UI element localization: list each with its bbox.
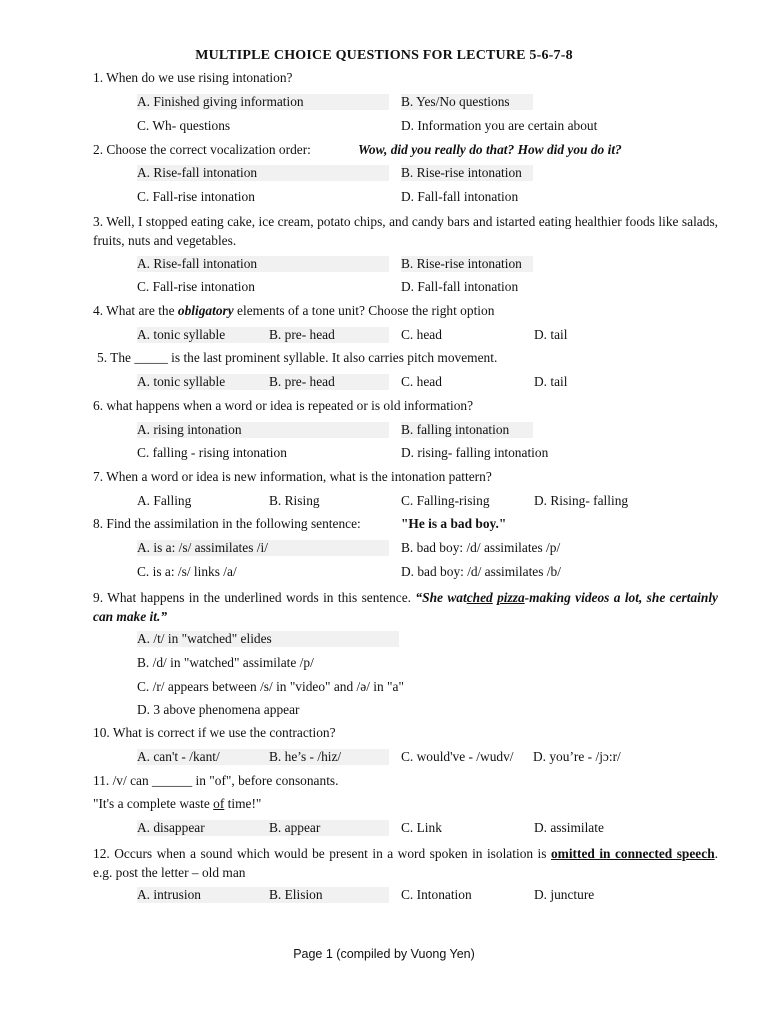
question-8 — [93, 516, 507, 532]
q7-option-c: C. Falling-rising — [401, 493, 490, 508]
q4-option-d: D. tail — [534, 327, 568, 342]
q8-option-d: D. bad boy: /d/ assimilates /b/ — [401, 564, 561, 579]
q10-option-d: D. you’re - /jɔ:r/ — [533, 749, 621, 764]
q9-option-b: B. /d/ in "watched" assimilate /p/ — [137, 655, 314, 670]
q4-stem-emphasis: obligatory — [177, 303, 234, 318]
q5-option-a: A. tonic syllable — [137, 374, 389, 390]
q11-example-post: time!" — [224, 796, 262, 811]
q5-option-b: B. pre- head — [269, 374, 335, 389]
q6-option-a: A. rising intonation — [137, 422, 389, 438]
q8-option-b: B. bad boy: /d/ assimilates /p/ — [401, 540, 561, 555]
question-2 — [93, 142, 622, 158]
q11-option-c: C. Link — [401, 820, 442, 835]
q11-option-b: B. appear — [269, 820, 321, 835]
q5-option-d: D. tail — [534, 374, 568, 389]
question-12 — [93, 844, 718, 882]
q4-stem-post: elements of a tone unit? Choose the right option — [233, 303, 495, 318]
q8-option-a: A. is a: /s/ assimilates /i/ — [137, 540, 389, 556]
q10-option-a: A. can't - /kant/ — [137, 749, 389, 765]
q3-option-c: C. Fall-rise intonation — [137, 279, 255, 294]
q11-blank: ______ — [152, 773, 193, 788]
q2-quote: Wow, did you really do that? How did you do it? — [358, 142, 622, 157]
q5-option-c: C. head — [401, 374, 442, 389]
q3-option-a: A. Rise-fall intonation — [137, 256, 389, 272]
q9-quote-part-1: “She wat — [415, 590, 467, 605]
page-title: MULTIPLE CHOICE QUESTIONS FOR LECTURE 5-6-7-8 — [195, 48, 573, 63]
q6-option-c: C. falling - rising intonation — [137, 445, 287, 460]
q4-option-b: B. pre- head — [269, 327, 335, 342]
q11-stem-post: in "of", before consonants. — [192, 773, 339, 788]
q9-quote-underlined-ched: ched — [466, 590, 493, 605]
page-footer: Page 1 (compiled by Vuong Yen) — [293, 947, 475, 961]
q2-option-c: C. Fall-rise intonation — [137, 189, 255, 204]
q12-option-b: B. Elision — [269, 887, 323, 902]
q11-option-a: A. disappear — [137, 820, 389, 836]
question-3: 3. Well, I stopped eating cake, ice cream, potato chips, and candy bars and istarted eating healthier foods like salads, fruits, nuts and vegetables. — [93, 214, 718, 248]
q7-option-d: D. Rising- falling — [534, 493, 629, 508]
q12-option-d: D. juncture — [534, 887, 595, 902]
question-5 — [97, 350, 497, 366]
q5-blank: _____ — [134, 350, 168, 365]
q6-option-d: D. rising- falling intonation — [401, 445, 549, 460]
q7-option-a: A. Falling — [137, 493, 192, 508]
q10-option-c: C. would've - /wudv/ — [401, 749, 514, 764]
question-6: 6. what happens when a word or idea is repeated or is old information? — [93, 398, 474, 413]
q12-option-a: A. intrusion — [137, 887, 389, 903]
q5-stem-post: is the last prominent syllable. It also carries pitch movement. — [167, 350, 498, 365]
question-11 — [93, 773, 338, 789]
q1-option-a: A. Finished giving information — [137, 94, 389, 110]
q9-quote-part-3: -making videos a lot, she certainly can make it.” — [93, 590, 718, 624]
q11-stem-pre: 11. /v/ can — [93, 773, 153, 788]
q3-option-d: D. Fall-fall intonation — [401, 279, 519, 294]
q2-option-a: A. Rise-fall intonation — [137, 165, 389, 181]
question-7: 7. When a word or idea is new information, what is the intonation pattern? — [93, 469, 492, 484]
q8-option-c: C. is a: /s/ links /a/ — [137, 564, 237, 579]
q1-option-c: C. Wh- questions — [137, 118, 231, 133]
q10-option-b: B. he’s - /hiz/ — [269, 749, 342, 764]
q9-quote-underlined-pizza: pizza — [497, 590, 525, 605]
q12-stem-post: . e.g. post the letter – old man — [93, 846, 718, 880]
q6-option-b: B. falling intonation — [401, 422, 533, 438]
q9-option-d: D. 3 above phenomena appear — [137, 702, 300, 717]
q1-option-b: B. Yes/No questions — [401, 94, 533, 110]
q12-stem-pre: 12. Occurs when a sound which would be present in a word spoken in isolation is — [93, 846, 551, 861]
q8-stem: 8. Find the assimilation in the following sentence: — [93, 516, 361, 531]
q7-option-b: B. Rising — [269, 493, 320, 508]
q1-option-d: D. Information you are certain about — [401, 118, 598, 133]
q2-option-b: B. Rise-rise intonation — [401, 165, 533, 181]
q11-option-d: D. assimilate — [534, 820, 604, 835]
q9-option-a: A. /t/ in "watched" elides — [137, 631, 399, 647]
question-1: 1. When do we use rising intonation? — [93, 70, 293, 85]
q9-option-c: C. /r/ appears between /s/ in "video" and /ə/ in "a" — [137, 679, 404, 694]
q8-quote: "He is a bad boy." — [401, 516, 507, 531]
q2-stem: 2. Choose the correct vocalization order: — [93, 142, 311, 157]
q3-option-b: B. Rise-rise intonation — [401, 256, 533, 272]
question-4 — [93, 303, 494, 319]
q4-stem-pre: 4. What are the — [93, 303, 178, 318]
q4-option-a: A. tonic syllable — [137, 327, 389, 343]
q12-option-c: C. Intonation — [401, 887, 472, 902]
q4-option-c: C. head — [401, 327, 442, 342]
q5-stem-pre: 5. The — [97, 350, 135, 365]
question-9 — [93, 588, 718, 626]
q11-example — [93, 796, 261, 812]
q11-example-pre: "It's a complete waste — [93, 796, 214, 811]
q2-option-d: D. Fall-fall intonation — [401, 189, 519, 204]
question-10: 10. What is correct if we use the contraction? — [93, 725, 336, 740]
q9-stem: 9. What happens in the underlined words in this sentence. — [93, 590, 412, 605]
q12-stem-emphasis: omitted in connected speech — [550, 846, 715, 861]
q11-example-underlined: of — [213, 796, 225, 811]
